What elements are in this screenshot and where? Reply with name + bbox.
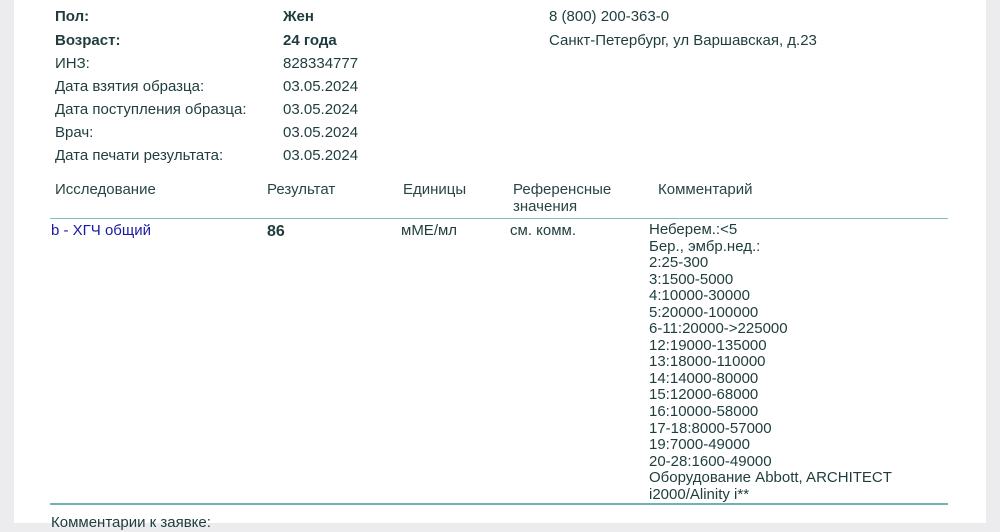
header-units: Единицы (403, 181, 467, 198)
inz-label: ИНЗ: (55, 55, 90, 72)
comment-line: 19:7000-49000 (649, 436, 750, 454)
doctor-label: Врач: (55, 124, 94, 141)
comment-line: 13:18000-110000 (649, 353, 766, 371)
sample-received-value: 03.05.2024 (283, 101, 359, 118)
sex-label: Пол: (55, 8, 90, 25)
test-result: 86 (267, 223, 285, 240)
header-comment: Комментарий (658, 181, 753, 198)
comment-line: 6-11:20000->225000 (649, 320, 788, 338)
header-result: Результат (267, 181, 336, 198)
comment-line: Бер., эмбр.нед.: (649, 237, 761, 255)
comment-line: Оборудование Abbott, ARCHITECT (649, 469, 892, 487)
comment-line: 16:10000-58000 (649, 403, 759, 421)
header-test: Исследование (55, 181, 156, 198)
table-bottom-divider (50, 503, 948, 505)
sample-taken-label: Дата взятия образца: (55, 78, 205, 95)
sex-value: Жен (283, 8, 314, 25)
print-date-value: 03.05.2024 (283, 147, 359, 164)
comment-line: 5:20000-100000 (649, 303, 759, 321)
comment-line: 3:1500-5000 (649, 270, 734, 288)
sample-taken-value: 03.05.2024 (283, 78, 359, 95)
inz-value: 828334777 (283, 55, 359, 72)
header-reference: Референсные значения (513, 181, 612, 215)
test-comment (649, 222, 892, 503)
comment-line: 15:12000-68000 (649, 386, 759, 404)
comment-line: 2:25-300 (649, 254, 709, 272)
test-units: мМЕ/мл (401, 222, 458, 239)
test-name: b - ХГЧ общий (51, 222, 151, 239)
comment-line: 17-18:8000-57000 (649, 419, 772, 437)
age-label: Возраст: (55, 32, 121, 49)
test-reference: см. комм. (510, 222, 577, 239)
comment-line: 14:14000-80000 (649, 369, 759, 387)
lab-address: Санкт-Петербург, ул Варшавская, д.23 (549, 32, 817, 49)
sample-received-label: Дата поступления образца: (55, 101, 247, 118)
header-divider (50, 218, 948, 219)
comment-line: 12:19000-135000 (649, 336, 767, 354)
print-date-label: Дата печати результата: (55, 147, 224, 164)
comment-line: 20-28:1600-49000 (649, 452, 772, 470)
order-comments-label: Комментарии к заявке: (51, 514, 211, 531)
doctor-value: 03.05.2024 (283, 124, 359, 141)
comment-line: i2000/Alinity i** (649, 485, 750, 503)
age-value: 24 года (283, 32, 337, 49)
comment-line: Неберем.:<5 (649, 221, 738, 238)
comment-line: 4:10000-30000 (649, 287, 750, 305)
lab-phone: 8 (800) 200-363-0 (549, 8, 670, 25)
